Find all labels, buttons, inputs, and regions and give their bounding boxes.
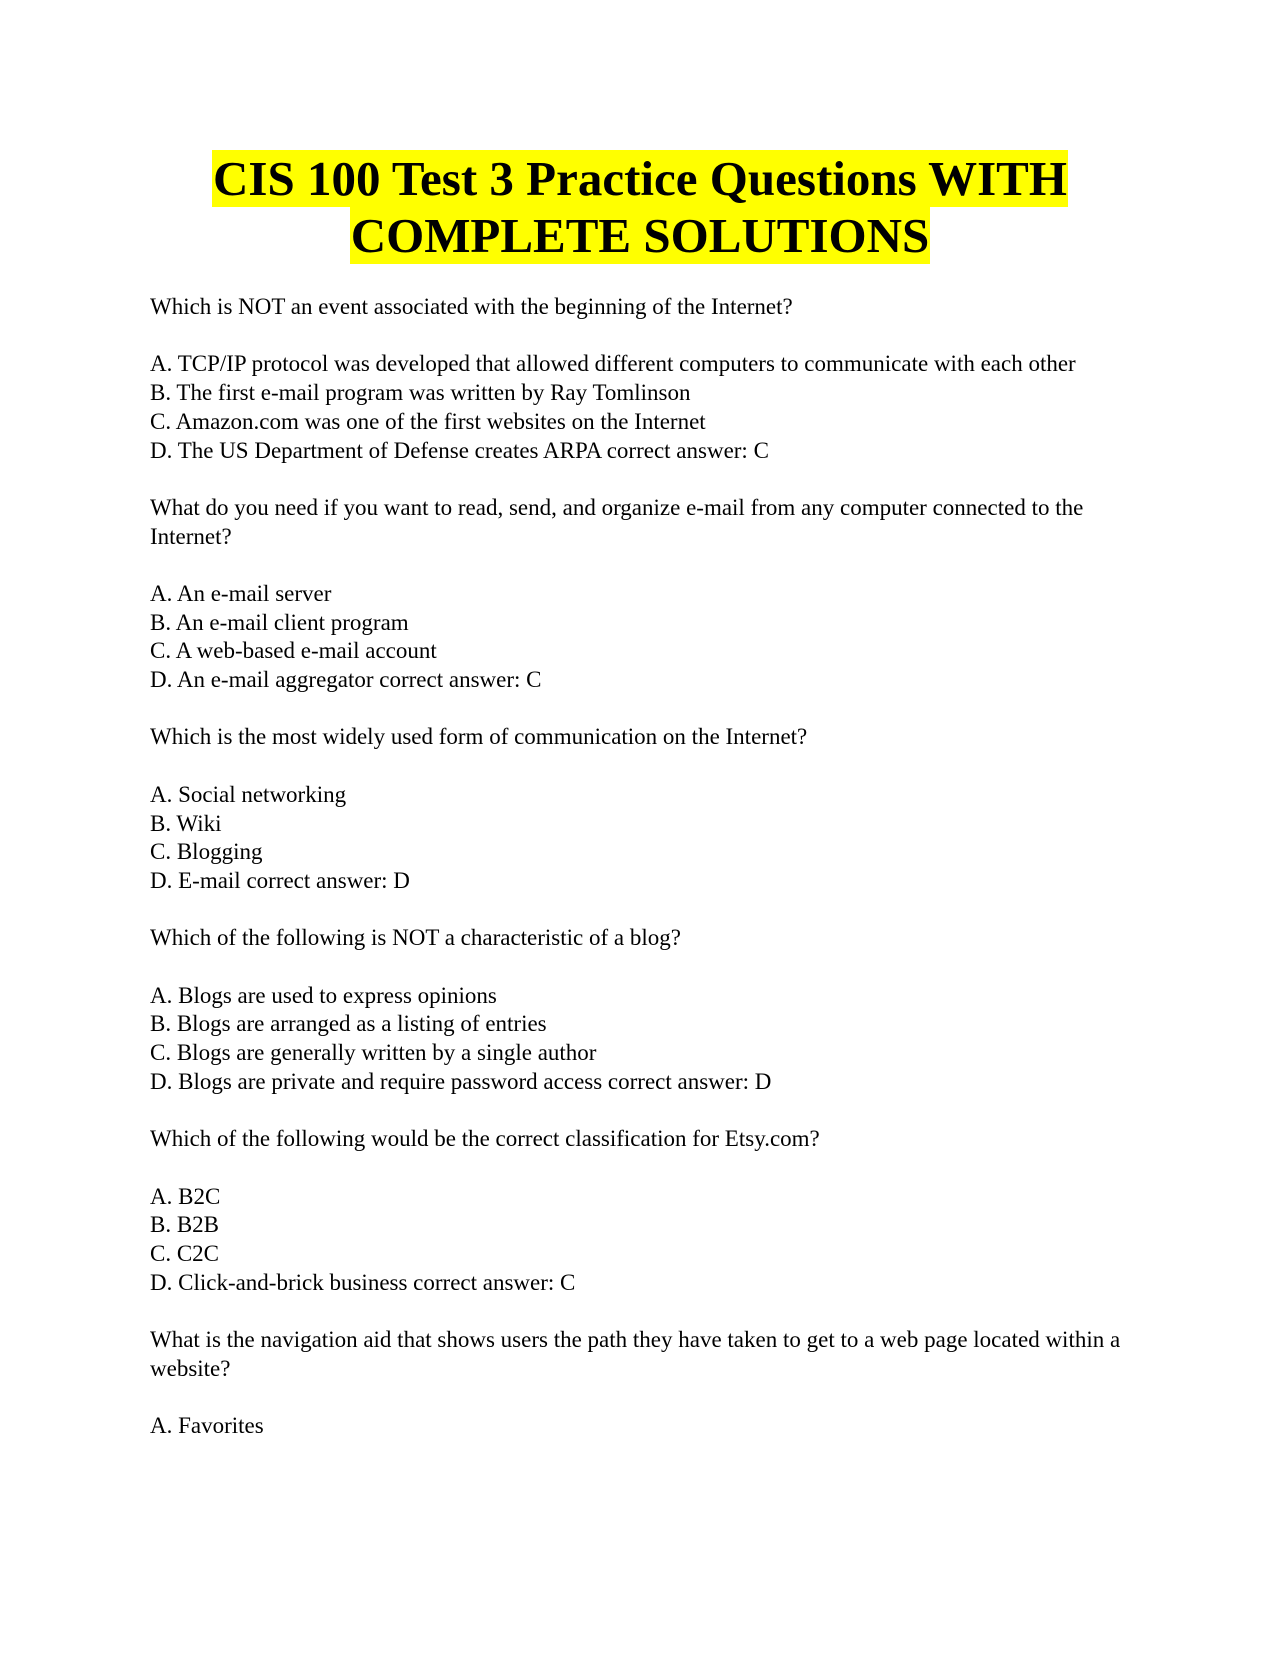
answer-option: A. Social networking bbox=[150, 781, 347, 807]
question-text: Which is the most widely used form of communication on the Internet? bbox=[150, 724, 808, 750]
question-1 bbox=[150, 293, 1130, 465]
question-4 bbox=[150, 924, 1130, 1096]
answer-option: C. Blogs are generally written by a single author bbox=[150, 1040, 597, 1066]
answer-option: A. TCP/IP protocol was developed that allowed different computers to communicate with each other bbox=[150, 351, 1076, 377]
answer-option: B. Blogs are arranged as a listing of entries bbox=[150, 1011, 547, 1037]
answer-option: A. B2C bbox=[150, 1183, 221, 1209]
title-line-2: COMPLETE SOLUTIONS bbox=[350, 208, 930, 263]
title-line-1: CIS 100 Test 3 Practice Questions WITH bbox=[213, 151, 1067, 206]
question-6 bbox=[150, 1326, 1130, 1441]
question-text: What is the navigation aid that shows users the path they have taken to get to a web page located within a website? bbox=[150, 1327, 1121, 1381]
answer-option: D. Click-and-brick business correct answer: C bbox=[150, 1269, 576, 1295]
question-5 bbox=[150, 1125, 1130, 1297]
answer-option: D. E-mail correct answer: D bbox=[150, 867, 410, 893]
answer-option: C. C2C bbox=[150, 1241, 220, 1267]
answer-option: B. Wiki bbox=[150, 810, 222, 836]
answer-option: D. Blogs are private and require password access correct answer: D bbox=[150, 1068, 772, 1094]
answer-option: B. An e-mail client program bbox=[150, 609, 409, 635]
document-title bbox=[0, 150, 1280, 264]
answer-option: C. A web-based e-mail account bbox=[150, 638, 437, 664]
question-text: What do you need if you want to read, send, and organize e-mail from any computer connected to the Internet? bbox=[150, 494, 1084, 549]
question-text: Which of the following is NOT a characteristic of a blog? bbox=[150, 925, 681, 951]
answer-option: B. The first e-mail program was written by Ray Tomlinson bbox=[150, 380, 691, 406]
answer-option: C. Blogging bbox=[150, 839, 263, 865]
answer-option: A. Blogs are used to express opinions bbox=[150, 982, 497, 1008]
answer-option: A. An e-mail server bbox=[150, 580, 332, 606]
document-body bbox=[150, 293, 1130, 1470]
answer-option: A. Favorites bbox=[150, 1413, 264, 1439]
answer-option: B. B2B bbox=[150, 1212, 220, 1238]
question-text: Which is NOT an event associated with the beginning of the Internet? bbox=[150, 294, 793, 319]
question-text: Which of the following would be the correct classification for Etsy.com? bbox=[150, 1126, 820, 1152]
question-3 bbox=[150, 723, 1130, 895]
answer-option: D. An e-mail aggregator correct answer: C bbox=[150, 667, 542, 693]
question-2 bbox=[150, 494, 1130, 695]
answer-option: C. Amazon.com was one of the first websites on the Internet bbox=[150, 408, 706, 434]
answer-option: D. The US Department of Defense creates ARPA correct answer: C bbox=[150, 437, 769, 463]
